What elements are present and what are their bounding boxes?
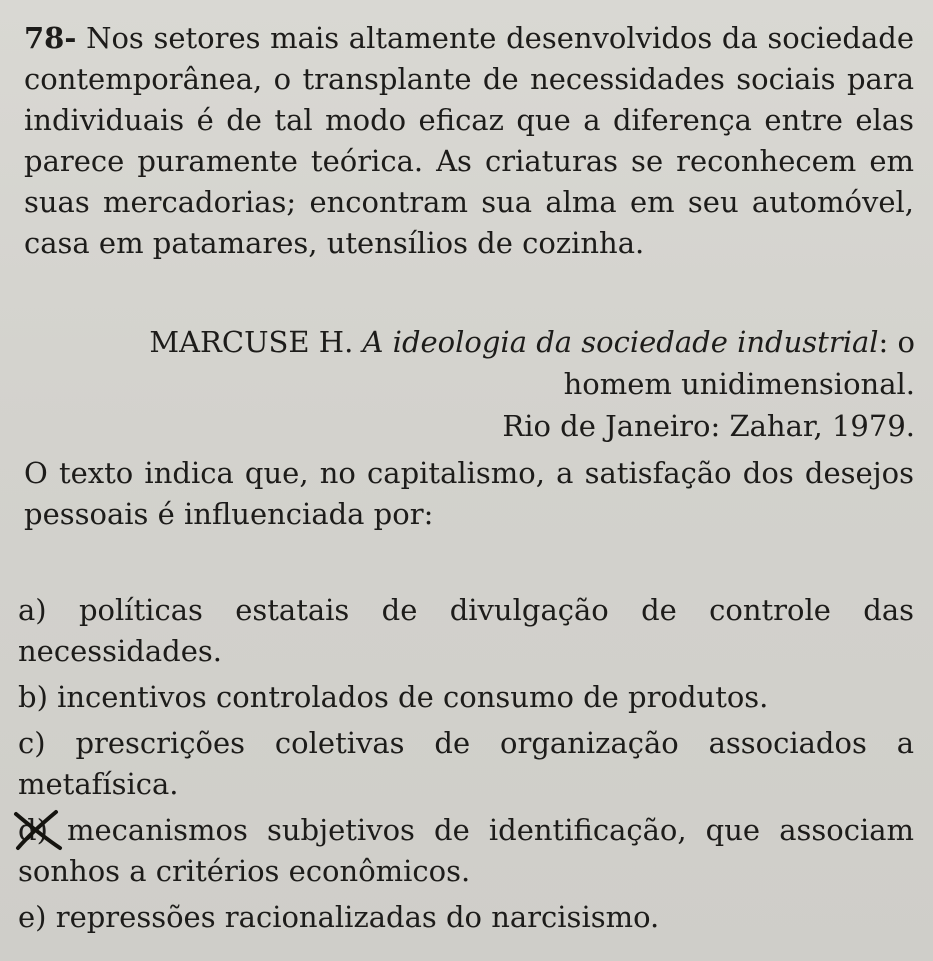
option-d-label: d): [18, 813, 48, 847]
question-number: 78-: [24, 21, 77, 55]
option-d-text: mecanismos subjetivos de identificação, que associam sonhos a critérios econômicos.: [18, 813, 915, 888]
option-c[interactable]: [18, 723, 914, 805]
citation-publisher: Rio de Janeiro: Zahar, 1979.: [502, 409, 915, 443]
option-d[interactable]: [18, 810, 914, 892]
option-c-label: c): [18, 726, 46, 760]
citation-line-2: [564, 364, 915, 405]
citation-title: A ideologia da sociedade industrial: [362, 325, 879, 359]
citation-subtitle-part1: : o: [878, 325, 915, 359]
answer-options: [18, 590, 914, 943]
option-e-label: e): [18, 900, 47, 934]
option-a[interactable]: [18, 590, 914, 672]
option-a-label: a): [18, 593, 47, 627]
citation-author: MARCUSE H.: [149, 325, 354, 359]
handwritten-x-mark-icon: [12, 808, 64, 852]
citation-line-3: [502, 406, 915, 447]
question-text: Nos setores mais altamente desenvolvidos da sociedade contemporânea, o transplante de necessidades sociais para individuais é de tal modo eficaz que a diferença entre elas parece puramente teórica. As criaturas se reconhecem em suas mercadorias; encontram sua alma em seu automóvel, casa em patamares, utensílios de cozinha.: [24, 21, 914, 260]
option-e[interactable]: [18, 897, 914, 938]
option-e-text: repressões racionalizadas do narcisismo.: [55, 900, 660, 934]
option-a-text: políticas estatais de divulgação de controle das necessidades.: [18, 593, 915, 668]
question-statement: [24, 18, 914, 264]
option-b-text: incentivos controlados de consumo de produtos.: [57, 680, 769, 714]
citation-line-1: [149, 322, 915, 363]
option-b-label: b): [18, 680, 48, 714]
question-prompt: O texto indica que, no capitalismo, a satisfação dos desejos pessoais é influenciada por:: [24, 456, 914, 531]
option-b[interactable]: [18, 677, 914, 718]
citation-subtitle-part2: homem unidimensional.: [563, 367, 915, 401]
option-c-text: prescrições coletivas de organização associados a metafísica.: [18, 726, 914, 801]
